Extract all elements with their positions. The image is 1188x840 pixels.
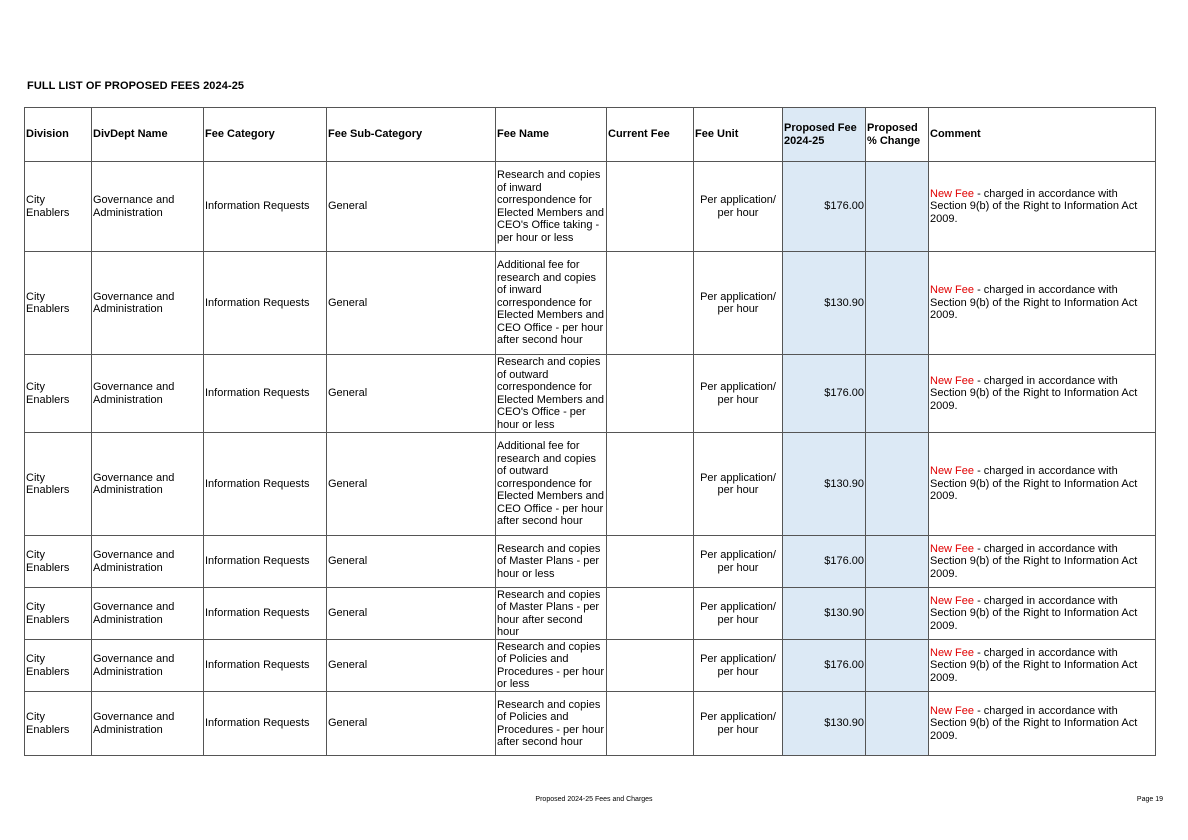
cell-fee-name: Research and copies of inward correspondence for Elected Members and CEO's Office taking - per hour or less: [496, 162, 607, 252]
cell-current-fee: [607, 640, 694, 692]
cell-fee-name: Research and copies of Policies and Procedures - per hour after second hour: [496, 692, 607, 756]
cell-fee-subcategory: General: [327, 588, 496, 640]
cell-proposed-fee: $130.90: [783, 588, 866, 640]
cell-fee-name: Research and copies of Master Plans - per hour after second hour: [496, 588, 607, 640]
table-row: [25, 252, 1156, 355]
cell-fee-unit: Per application/ per hour: [694, 588, 783, 640]
cell-fee-category: Information Requests: [204, 252, 327, 355]
header-divdept-name: DivDept Name: [92, 108, 204, 162]
comment-text: - charged in accordance with Section 9(b) of the Right to Information Act 2009.: [930, 187, 1138, 225]
comment-text: - charged in accordance with Section 9(b) of the Right to Information Act 2009.: [930, 594, 1138, 632]
new-fee-label: New Fee: [930, 465, 975, 478]
table-row: [25, 640, 1156, 692]
cell-fee-subcategory: General: [327, 692, 496, 756]
comment-text: - charged in accordance with Section 9(b) of the Right to Information Act 2009.: [930, 374, 1138, 412]
cell-proposed-change: [866, 640, 929, 692]
cell-comment: [929, 536, 1156, 588]
cell-proposed-change: [866, 162, 929, 252]
new-fee-label: New Fee: [930, 542, 975, 555]
cell-fee-subcategory: General: [327, 433, 496, 536]
cell-current-fee: [607, 588, 694, 640]
cell-current-fee: [607, 433, 694, 536]
cell-fee-unit: Per application/ per hour: [694, 640, 783, 692]
cell-fee-unit: Per application/ per hour: [694, 536, 783, 588]
cell-proposed-change: [866, 692, 929, 756]
table-row: [25, 692, 1156, 756]
cell-fee-category: Information Requests: [204, 162, 327, 252]
header-proposed-change: Proposed % Change: [866, 108, 929, 162]
cell-fee-unit: Per application/ per hour: [694, 162, 783, 252]
table-row: [25, 588, 1156, 640]
cell-proposed-change: [866, 433, 929, 536]
cell-divdept-name: Governance and Administration: [92, 355, 204, 433]
cell-fee-unit: Per application/ per hour: [694, 433, 783, 536]
cell-fee-unit: Per application/ per hour: [694, 692, 783, 756]
cell-fee-name: Research and copies of Master Plans - per hour or less: [496, 536, 607, 588]
cell-fee-subcategory: General: [327, 640, 496, 692]
cell-fee-subcategory: General: [327, 252, 496, 355]
comment-text: - charged in accordance with Section 9(b) of the Right to Information Act 2009.: [930, 704, 1138, 742]
cell-fee-unit: Per application/ per hour: [694, 252, 783, 355]
cell-division: City Enablers: [25, 536, 92, 588]
cell-proposed-change: [866, 588, 929, 640]
comment-text: - charged in accordance with Section 9(b) of the Right to Information Act 2009.: [930, 646, 1138, 684]
cell-fee-category: Information Requests: [204, 355, 327, 433]
cell-fee-category: Information Requests: [204, 640, 327, 692]
cell-current-fee: [607, 692, 694, 756]
table-row: [25, 162, 1156, 252]
cell-proposed-change: [866, 252, 929, 355]
cell-current-fee: [607, 536, 694, 588]
cell-fee-subcategory: General: [327, 355, 496, 433]
header-fee-unit: Fee Unit: [694, 108, 783, 162]
cell-comment: [929, 433, 1156, 536]
cell-comment: [929, 162, 1156, 252]
cell-proposed-fee: $130.90: [783, 433, 866, 536]
cell-division: City Enablers: [25, 640, 92, 692]
cell-comment: [929, 588, 1156, 640]
footer-page-number: Page 19: [1136, 796, 1163, 803]
cell-comment: [929, 355, 1156, 433]
new-fee-label: New Fee: [930, 646, 975, 659]
cell-proposed-change: [866, 536, 929, 588]
cell-division: City Enablers: [25, 355, 92, 433]
cell-fee-category: Information Requests: [204, 692, 327, 756]
cell-division: City Enablers: [25, 433, 92, 536]
comment-text: - charged in accordance with Section 9(b) of the Right to Information Act 2009.: [930, 542, 1138, 580]
cell-comment: [929, 692, 1156, 756]
cell-fee-name: Research and copies of outward correspondence for Elected Members and CEO's Office - per hour or less: [496, 355, 607, 433]
cell-divdept-name: Governance and Administration: [92, 433, 204, 536]
table-row: [25, 355, 1156, 433]
cell-fee-subcategory: General: [327, 162, 496, 252]
cell-divdept-name: Governance and Administration: [92, 162, 204, 252]
cell-divdept-name: Governance and Administration: [92, 640, 204, 692]
cell-fee-name: Additional fee for research and copies of inward correspondence for Elected Members and CEO Office - per hour after second hour: [496, 252, 607, 355]
cell-fee-unit: Per application/ per hour: [694, 355, 783, 433]
cell-proposed-fee: $176.00: [783, 640, 866, 692]
cell-comment: [929, 640, 1156, 692]
cell-proposed-fee: $176.00: [783, 355, 866, 433]
cell-fee-name: Research and copies of Policies and Procedures - per hour or less: [496, 640, 607, 692]
cell-current-fee: [607, 355, 694, 433]
cell-proposed-fee: $130.90: [783, 252, 866, 355]
footer-document-title: Proposed 2024-25 Fees and Charges: [535, 796, 653, 803]
cell-divdept-name: Governance and Administration: [92, 692, 204, 756]
cell-division: City Enablers: [25, 252, 92, 355]
header-row: [25, 108, 1156, 162]
header-current-fee: Current Fee: [607, 108, 694, 162]
new-fee-label: New Fee: [930, 594, 975, 607]
cell-proposed-change: [866, 355, 929, 433]
cell-proposed-fee: $176.00: [783, 536, 866, 588]
new-fee-label: New Fee: [930, 284, 975, 297]
cell-divdept-name: Governance and Administration: [92, 252, 204, 355]
comment-text: - charged in accordance with Section 9(b) of the Right to Information Act 2009.: [930, 284, 1138, 322]
cell-fee-category: Information Requests: [204, 433, 327, 536]
header-fee-category: Fee Category: [204, 108, 327, 162]
cell-fee-category: Information Requests: [204, 536, 327, 588]
cell-fee-subcategory: General: [327, 536, 496, 588]
cell-division: City Enablers: [25, 692, 92, 756]
header-fee-subcategory: Fee Sub-Category: [327, 108, 496, 162]
cell-divdept-name: Governance and Administration: [92, 536, 204, 588]
cell-fee-category: Information Requests: [204, 588, 327, 640]
cell-current-fee: [607, 252, 694, 355]
cell-proposed-fee: $130.90: [783, 692, 866, 756]
table-row: [25, 536, 1156, 588]
cell-divdept-name: Governance and Administration: [92, 588, 204, 640]
cell-division: City Enablers: [25, 162, 92, 252]
cell-fee-name: Additional fee for research and copies of outward correspondence for Elected Members and CEO Office - per hour after second hour: [496, 433, 607, 536]
header-proposed-fee: Proposed Fee 2024-25: [783, 108, 866, 162]
fees-table: [24, 107, 1156, 756]
cell-proposed-fee: $176.00: [783, 162, 866, 252]
header-division: Division: [25, 108, 92, 162]
header-fee-name: Fee Name: [496, 108, 607, 162]
cell-comment: [929, 252, 1156, 355]
page-title: FULL LIST OF PROPOSED FEES 2024-25: [27, 80, 245, 92]
new-fee-label: New Fee: [930, 704, 975, 717]
table-row: [25, 433, 1156, 536]
new-fee-label: New Fee: [930, 187, 975, 200]
new-fee-label: New Fee: [930, 374, 975, 387]
cell-current-fee: [607, 162, 694, 252]
cell-division: City Enablers: [25, 588, 92, 640]
comment-text: - charged in accordance with Section 9(b) of the Right to Information Act 2009.: [930, 465, 1138, 503]
header-comment: Comment: [929, 108, 1156, 162]
